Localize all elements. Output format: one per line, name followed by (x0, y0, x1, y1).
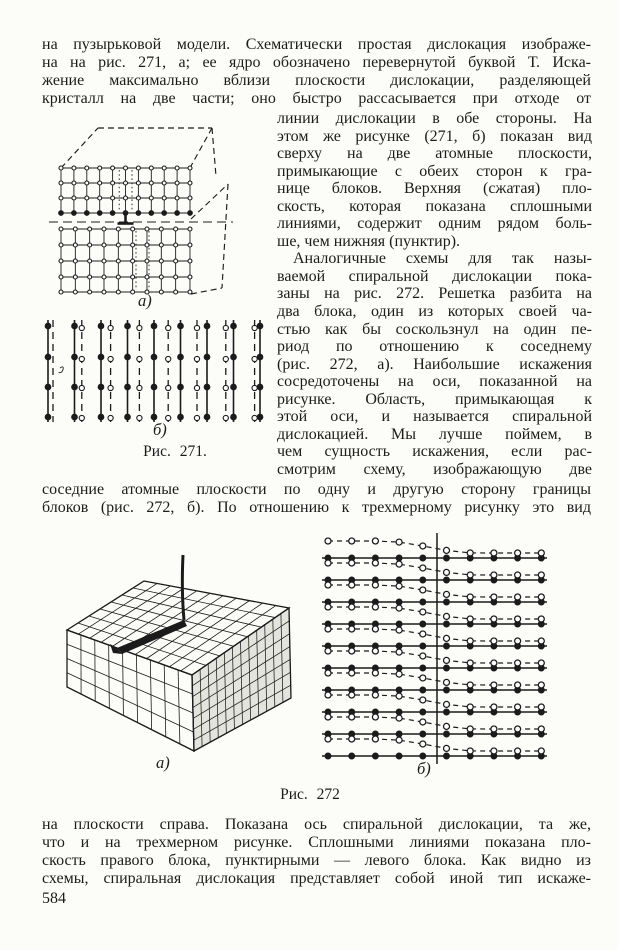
fig272b-atomic-planes-drawing (320, 531, 555, 771)
closing-paragraph: на плоскости справа. Показана ось спиральной дислокации, та же, что и на трехмерном рисунке. Сплошными линиями показана пло- скость правого блока, пунктирными — левого блока. Как видно из схемы, спиральная дислокация представляет собой иной тип искаже- (42, 816, 591, 887)
fig272a-screw-dislocation-drawing (52, 550, 302, 762)
fig272a-label: а) (156, 753, 170, 772)
fig272-caption: Рис. 272 (280, 786, 340, 803)
right-column-paragraph: линии дислокации в обе стороны. На этом же рисунке (271, б) показан вид сверху на две атомные плоскости, примыкающие с обеих сторон к гра- нице блоков. Верхняя (сжатая) пло- скость, которая показана сплошными линиями, содержит одним рядом боль- ше, чем нижняя (пунктир). Аналогичные схемы для так назы- ваемой спиральной дислокации пока- заны на рис. 272. Решетка разбита на два блока, один из которых своей ча- стью как бы соскользнул на один пе- риод по отношению к соседнему (рис. 272, а). Наибольшие искажения сосредоточены на оси, показанной на рисунке. Область, примыкающая к этой оси, и называется спиральной дислокацией. Мы лучше поймем, в чем сущность искажения, если рас- смотрим схему, изображающую две (277, 110, 592, 478)
fig271a-label: а) (138, 291, 152, 310)
fig271b-plan-view-drawing (40, 316, 275, 424)
fig271-caption: Рис. 271. (143, 443, 207, 460)
fig271b-label: б) (153, 420, 167, 439)
fig272b-label: б) (417, 759, 431, 778)
intro-paragraph: на пузырьковой модели. Схематически простая дислокация изображе- на на рис. 271, а; ее ядро обозначено перевернутой буквой Т. Иска- жение максимально вблизи плоскости дислокации, разделяющей кристалл на две части; оно быстро рассасывается при отходе от (42, 36, 591, 107)
bridge-paragraph: соседние атомные плоскости по одну и другую сторону границы блоков (рис. 272, б). По отношению к трехмерному рисунку это вид (42, 481, 591, 516)
page-number: 584 (42, 890, 66, 907)
fig271a-edge-dislocation-drawing (45, 120, 240, 300)
